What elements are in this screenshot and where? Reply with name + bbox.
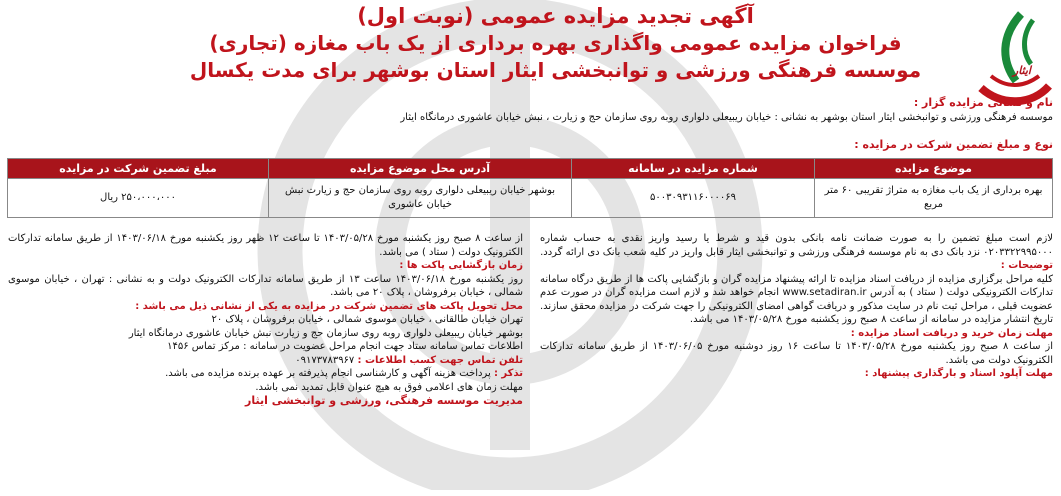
cell-number: ۵۰۰۳۰۹۳۱۱۶۰۰۰۰۶۹ [572, 179, 815, 218]
header-guarantee: مبلغ تضمین شرکت در مزایده [8, 159, 269, 179]
title-line-3: موسسه فرهنگی ورزشی و توانبخشی ایثار استان بوشهر برای مدت یکسال [189, 58, 922, 82]
setad-contact: اطلاعات تماس سامانه ستاد جهت انجام مراحل عضویت در سامانه : مرکز تماس ۱۴۵۶ [167, 341, 523, 352]
note-heading: تذکر : [493, 368, 523, 379]
delivery-address-2: بوشهر خیابان ریبیعلی دلواری روبه روی سازمان حج و زیارت نبش خیابان عاشوری درمانگاه ایثار [128, 327, 523, 339]
upload-deadline-heading: مهلت آپلود اسناد و بارگذاری پیشنهاد : [864, 368, 1053, 379]
title-line-1: آگهی تجدید مزایده عمومی (نوبت اول) [357, 4, 754, 28]
docs-deadline-heading: مهلت زمان خرید و دریافت اسناد مزایده : [850, 327, 1053, 339]
docs-deadline-text: از ساعت ۸ صبح روز یکشنبه مورخ ۱۴۰۳/۰۵/۲۸ تا ساعت ۱۶ روز دوشنبه مورخ ۱۴۰۳/۰۶/۰۵ از طریق سامانه تدارکات الکترونیک دولت می باشد. [540, 341, 1053, 366]
note-text-1: پرداخت هزینه آگهی و کارشناسی انجام پذیرفته بر عهده برنده مزایده می باشد. [165, 368, 491, 379]
opening-heading: زمان بازگشایی پاکت ها : [399, 260, 523, 271]
cell-address: بوشهر خیابان ریبیعلی دلواری روبه روی سازمان حج و زیارت نبش خیابان عاشوری [269, 179, 572, 218]
header-subject: موضوع مزایده [815, 159, 1053, 179]
auction-table [7, 158, 1053, 218]
notes-text: کلیه مراحل برگزاری مزایده از دریافت اسناد مزایده تا ارائه پیشنهاد مزایده گران و بازگشایی پاکت ها از طریق درگاه سامانه تدارکات الکترونیکی دولت ( ستاد ) به آدرس www.setadiran.ir انجام خواهد شد و لازم است مزایده گران در صورت عدم عضویت قبلی ، مراحل ثبت نام در سایت مذکور و دریافت گواهی امضای الکترونیکی را جهت شرکت در مزایده محقق سازند. تاریخ انتشار مزایده در سامانه از ساعت ۸ صبح روز یکشنبه مورخ ۱۴۰۳/۰۵/۲۸ می باشد. [540, 273, 1053, 325]
title-block [150, 2, 961, 84]
cell-guarantee: ۲۵۰،۰۰۰،۰۰۰ ریال [8, 179, 269, 218]
header-address: آدرس محل موضوع مزایده [269, 159, 572, 179]
delivery-address-1: تهران خیابان طالقانی ، خیابان موسوی شمالی ، خیابان برفروشان ، پلاک ۲۰ [211, 314, 523, 325]
cell-subject: بهره برداری از یک باب مغازه به متراژ تقریبی ۶۰ متر مربع [815, 179, 1053, 218]
note-text-2: مهلت زمان های اعلامی فوق به هیچ عنوان قابل تمدید نمی باشد. [255, 381, 523, 393]
left-column [8, 232, 523, 408]
organizer-heading: نام و نشانی مزایده گزار : [913, 96, 1053, 109]
opening-text: روز یکشنبه مورخ ۱۴۰۳/۰۶/۱۸ ساعت ۱۳ از طریق سامانه تدارکات الکترونیک دولت و به نشانی : تهران ، خیابان موسوی شمالی ، خیابان برفروشان ، پلاک ۲۰ می باشد. [8, 273, 523, 298]
header-number: شماره مزایده در سامانه [572, 159, 815, 179]
title-line-2: فراخوان مزایده عمومی واگذاری بهره برداری از یک باب مغازه (تجاری) [209, 31, 902, 55]
table-row [8, 179, 1053, 218]
right-column [540, 232, 1053, 381]
delivery-heading: محل تحویل پاکت های تضمین شرکت در مزایده به یکی از نشانی ذیل می باشد : [135, 300, 523, 312]
contact-phone: ۰۹۱۷۳۷۸۳۹۶۷ [295, 354, 355, 366]
guarantee-heading: نوع و مبلغ تضمین شرکت در مزایده : [854, 138, 1053, 151]
upload-deadline-text: از ساعت ۸ صبح روز یکشنبه مورخ ۱۴۰۳/۰۵/۲۸ تا ساعت ۱۲ ظهر روز یکشنبه مورخ ۱۴۰۳/۰۶/۱۸ از طریق سامانه تدارکات الکترونیک دولت ( ستاد ) می باشد. [8, 233, 524, 258]
signature: مدیریت موسسه فرهنگی، ورزشی و توانبخشی ایثار [245, 394, 523, 407]
contact-heading: تلفن تماس جهت کسب اطلاعات : [357, 354, 523, 366]
guarantee-instructions: لازم است مبلغ تضمین را به صورت ضمانت نامه بانکی بدون قید و شرط یا رسید واریز نقدی به حساب شماره ۰۲۰۳۳۲۲۹۹۵۰۰۰ نزد بانک دی به نام موسسه فرهنگی ورزشی و توانبخشی ایثار قابل واریز در کلیه شعب بانک دی ارائه گردد. [540, 233, 1053, 258]
notes-heading: توضیحات : [1000, 260, 1053, 271]
organizer-text: موسسه فرهنگی ورزشی و توانبخشی ایثار استان بوشهر به نشانی : خیابان ریبیعلی دلواری روبه روی سازمان حج و زیارت ، نبش خیابان عاشوری درمانگاه ایثار [400, 112, 1053, 123]
table-header-row [8, 159, 1053, 179]
logo-text: ایثار [1012, 64, 1031, 77]
